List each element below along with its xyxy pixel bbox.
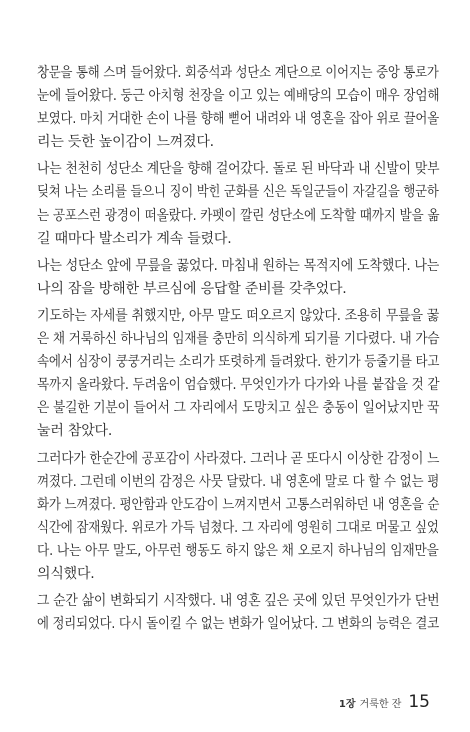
text-line: 리는 듯한 높이감이 느껴졌다. [37,134,214,151]
chapter-title: 거룩한 잔 [359,699,402,710]
text-line: 그 순간 삶이 변화되기 시작했다. 내 영혼 깊은 곳에 있던 무엇인가가 단번 [37,593,440,610]
paragraph [37,590,439,636]
text-line: 나는 성단소 앞에 무릎을 꿇었다. 마침내 원하는 목적지에 도착했다. 나는 [37,257,440,274]
text-line: 다. 나는 아무 말도, 아무런 행동도 하지 않은 채 오로지 하나님의 임재만을 [37,542,439,559]
text-line: 화가 느껴졌다. 평안함과 안도감이 느껴지면서 고통스러워하던 내 영혼을 순 [37,496,440,513]
text-line: 딪쳐 나는 소리를 들으니 징이 박힌 군화를 신은 독일군들이 자갈길을 행군하 [37,184,439,201]
text-line: 창문을 통해 스며 들어왔다. 회중석과 성단소 계단으로 이어지는 중앙 통로가 [37,65,439,81]
text-line: 은 채 거룩하신 하나님의 임재를 충만히 의식하게 되기를 기다렸다. 내 가슴 [37,331,440,348]
paragraph [37,62,439,154]
text-line: 기도하는 자세를 취했지만, 아무 말도 떠오르지 않았다. 조용히 무릎을 꿇 [37,307,440,324]
text-line: 의식했다. [37,565,95,582]
text-line: 껴졌다. 그런데 이번의 감정은 사뭇 달랐다. 내 영혼에 말로 다 할 수 없는 평 [37,473,440,490]
page-footer [339,692,430,712]
paragraph [37,158,439,250]
paragraph [37,255,439,301]
text-line: 나는 천천히 성단소 계단을 향해 걸어갔다. 돌로 된 바닥과 내 신발이 맞부 [37,161,440,178]
text-line: 눌러 참았다. [37,423,113,440]
text-line: 그러다가 한순간에 공포감이 사라졌다. 그러나 곧 또다시 이상한 감정이 느 [37,450,440,467]
text-line: 목까지 올라왔다. 두려움이 엄습했다. 무엇인가가 다가와 나를 붙잡을 것 같 [37,377,440,394]
page-number: 15 [408,692,430,712]
paragraph [37,305,439,444]
text-line: 속에서 심장이 쿵쿵거리는 소리가 또렷하게 들려왔다. 한기가 등줄기를 타고 [37,354,440,371]
chapter-number: 1장 [338,699,356,710]
paragraph [37,448,439,587]
text-line: 길 때마다 발소리가 계속 들렸다. [37,230,232,247]
text-line: 눈에 들어왔다. 둥근 아치형 천장을 이고 있는 예배당의 모습이 매우 장엄해 [37,88,440,105]
text-line: 보였다. 마치 거대한 손이 나를 향해 뻗어 내려와 내 영혼을 잡아 위로 끌어올 [37,111,439,128]
body-text [37,62,439,640]
text-line: 에 정리되었다. 다시 돌이킬 수 없는 변화가 일어났다. 그 변화의 능력은 결코 [37,616,439,633]
text-line: 식간에 잠재웠다. 위로가 가득 넘쳤다. 그 자리에 영원히 그대로 머물고 싶었 [37,519,439,536]
text-line: 나의 잠을 방해한 부르심에 응답할 준비를 갖추었다. [37,280,347,297]
text-line: 은 불길한 기분이 들어서 그 자리에서 도망치고 싶은 충동이 일어났지만 꾹 [37,400,440,417]
text-line: 는 공포스런 광경이 떠올랐다. 카펫이 깔린 성단소에 도착할 때까지 발을 옮 [37,207,440,224]
